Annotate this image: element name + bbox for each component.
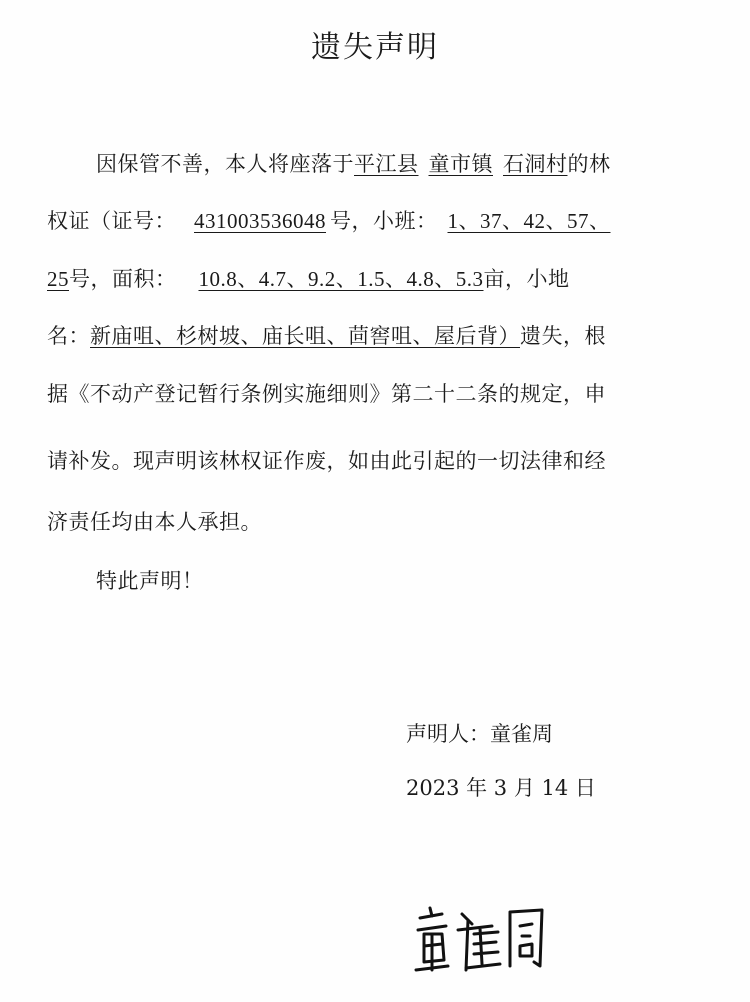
plot-numbers-1: 1、37、42、57、 [447, 209, 611, 233]
para1-line3 [47, 263, 570, 293]
declarant-label: 声明人： [406, 722, 490, 746]
para1-line1 [96, 148, 611, 178]
para2-closing: 特此声明！ [96, 569, 204, 593]
para1-line3-mid: 号，面积： [69, 267, 177, 291]
para1-line1-post: 的林 [567, 152, 611, 176]
para1-line2 [47, 205, 611, 235]
para1-line2-pre: 权证（证号： [47, 209, 176, 233]
para1-line7: 济责任均由本人承担。 [47, 510, 262, 534]
declarant [406, 718, 553, 748]
areas: 10.8、4.7、9.2、1.5、4.8、5.3 [198, 267, 484, 291]
location-county: 平江县 [354, 152, 419, 176]
para1-line4-pre: 名： [47, 324, 90, 348]
handwritten-signature [410, 900, 550, 980]
para1-line6: 请补发。现声明该林权证作废，如由此引起的一切法律和经 [47, 449, 606, 473]
location-village: 石洞村 [503, 152, 568, 176]
declaration-date: 2023 年 3 月 14 日 [406, 776, 596, 800]
para1-line4-post: 遗失，根 [520, 324, 606, 348]
para1-line4 [47, 320, 606, 350]
plot-numbers-2: 25 [47, 267, 69, 291]
para1-line3-post: 亩，小地 [483, 267, 570, 291]
document-title: 遗失声明 [311, 30, 439, 65]
certificate-number: 431003536048 [194, 209, 326, 233]
declarant-name: 童雀周 [490, 722, 553, 746]
location-town: 童市镇 [428, 152, 493, 176]
para1-line2-mid: 号，小班： [330, 209, 438, 233]
para1-line5: 据《不动产登记暂行条例实施细则》第二十二条的规定，申 [47, 382, 606, 406]
place-names: 新庙咀、杉树坡、庙长咀、茴窖咀、屋后背） [90, 324, 520, 348]
para1-line1-pre: 因保管不善，本人将座落于 [96, 152, 354, 176]
